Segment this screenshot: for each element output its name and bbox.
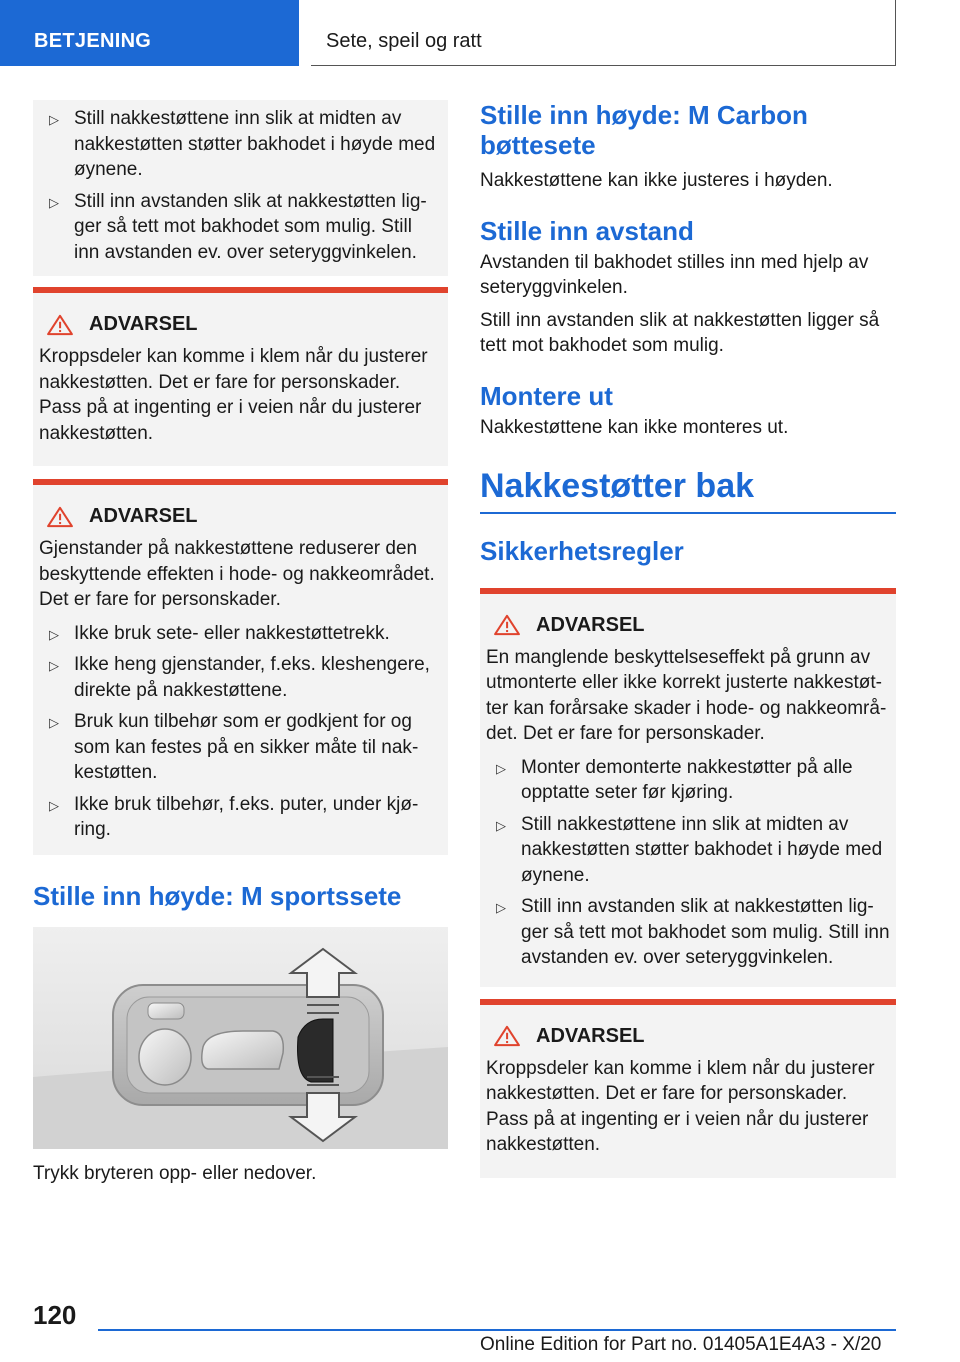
heading-carbon-seat: Stille inn høyde: M Carbon bøttesete — [480, 100, 808, 160]
distance-text-1: Avstanden til bakhodet stilles inn med hjelp av seteryggvinkelen. — [480, 251, 869, 298]
list-item: ▷ Still nakkestøttene inn slik at midten av nakkestøtten støtter bakhodet i høyde med øynene. — [496, 813, 883, 886]
heading-rear-headrests: Nakkestøtter bak — [480, 467, 755, 505]
warning-box-4 — [480, 999, 896, 1178]
warning-text: En manglende beskyttelseseffekt på grunn av utmonterte eller ikke korrekt justerte nakkestøtter kan forårsake skader i hode- og nakkeområdet. Det er fare for personskader. — [486, 646, 887, 744]
warning-bullet-list — [480, 755, 890, 971]
warning-triangle-icon — [492, 614, 522, 636]
list-item: ▷ Bruk kun tilbehør som er godkjent for og som kan festes på en sikker måte til nakkestøtten. — [49, 711, 419, 783]
warning-title: ADVARSEL — [39, 505, 444, 528]
header-section-label: BETJENING — [34, 30, 152, 52]
left-column — [33, 100, 448, 1187]
heading-divider — [480, 512, 896, 514]
warning-triangle-icon — [45, 506, 75, 528]
footer-divider — [98, 1329, 896, 1331]
list-item: ▷ Still nakkestøttene inn slik at midten av nakkestøtten støtter bakhodet i høyde med øynene. — [49, 108, 436, 180]
distance-text-2: Still inn avstanden slik at nakkestøtten ligger så tett mot bakhodet som mulig. — [480, 309, 880, 356]
seat-switch-image — [33, 927, 448, 1149]
carbon-text: Nakkestøttene kan ikke justeres i høyden. — [480, 170, 833, 191]
image-caption: Trykk bryteren opp- eller nedover. — [33, 1163, 317, 1184]
bullet-triangle-icon: ▷ — [49, 797, 59, 813]
heading-sport-seat: Stille inn høyde: M sportssete — [33, 881, 402, 911]
remove-text: Nakkestøttene kan ikke monteres ut. — [480, 416, 789, 438]
footer-edition: Online Edition for Part no. 01405A1E4A3 - X/20 — [480, 1334, 882, 1355]
warning-title: ADVARSEL — [486, 614, 890, 637]
warning-box-1 — [33, 287, 448, 466]
bullet-triangle-icon: ▷ — [49, 194, 59, 210]
header-chapter-tab — [311, 0, 896, 66]
warning-bullet-list — [33, 621, 444, 843]
header-section-tab — [0, 0, 299, 66]
warning-text: Kroppsdeler kan komme i klem når du justerer nakkestøtten. Det er fare for personskader. Pass på at ingenting er i veien når du justerer nakkestøtten. — [486, 1057, 875, 1155]
heading-distance: Stille inn avstand — [480, 215, 694, 246]
warning-text: Gjenstander på nakkestøttene reduserer den beskyttende effekten i hode- og nakkeområdet. Det er fare for personskader. — [39, 538, 435, 610]
bullet-triangle-icon: ▷ — [49, 658, 59, 673]
list-item: ▷ Still inn avstanden slik at nakkestøtten ligger så tett mot bakhodet som mulig. Still inn avstanden ev. over seteryggvinkelen. — [496, 896, 890, 968]
warning-triangle-icon — [492, 1025, 522, 1047]
list-item: ▷ Ikke bruk tilbehør, f.eks. puter, under kjøring. — [49, 793, 419, 840]
bullet-triangle-icon: ▷ — [49, 715, 59, 730]
bullet-triangle-icon: ▷ — [496, 760, 506, 776]
page-number: 120 — [33, 1300, 77, 1330]
intro-bullet-box — [33, 100, 448, 276]
heading-safety: Sikkerhetsregler — [480, 535, 684, 566]
warning-text: Kroppsdeler kan komme i klem når du justerer nakkestøtten. Det er fare for personskader. Pass på at ingenting er i veien når du justerer nakkestøtten. — [39, 346, 428, 444]
bullet-triangle-icon: ▷ — [49, 112, 59, 127]
warning-box-2 — [33, 479, 448, 855]
list-item: ▷ Still inn avstanden slik at nakkestøtten ligger så tett mot bakhodet som mulig. Still inn avstanden ev. over seteryggvinkelen. — [49, 190, 427, 263]
bullet-triangle-icon: ▷ — [49, 626, 59, 642]
warning-triangle-icon — [45, 314, 75, 336]
list-item: ▷ Ikke heng gjenstander, f.eks. kleshengere, direkte på nakkestøttene. — [49, 654, 430, 701]
intro-bullet-list — [33, 106, 442, 265]
heading-remove: Montere ut — [480, 380, 613, 411]
list-item: ▷ Monter demonterte nakkestøtter på alle opptatte seter før kjøring. — [496, 756, 853, 803]
right-column — [480, 100, 896, 1178]
bullet-triangle-icon: ▷ — [496, 817, 506, 833]
bullet-triangle-icon: ▷ — [496, 900, 506, 915]
list-item: ▷ Ikke bruk sete- eller nakkestøttetrekk. — [33, 621, 444, 647]
header-chapter-label: Sete, speil og ratt — [326, 30, 482, 52]
warning-title: ADVARSEL — [486, 1025, 888, 1048]
warning-box-3 — [480, 588, 896, 987]
seat-switch-illustration — [33, 927, 448, 1149]
warning-title: ADVARSEL — [39, 313, 440, 336]
